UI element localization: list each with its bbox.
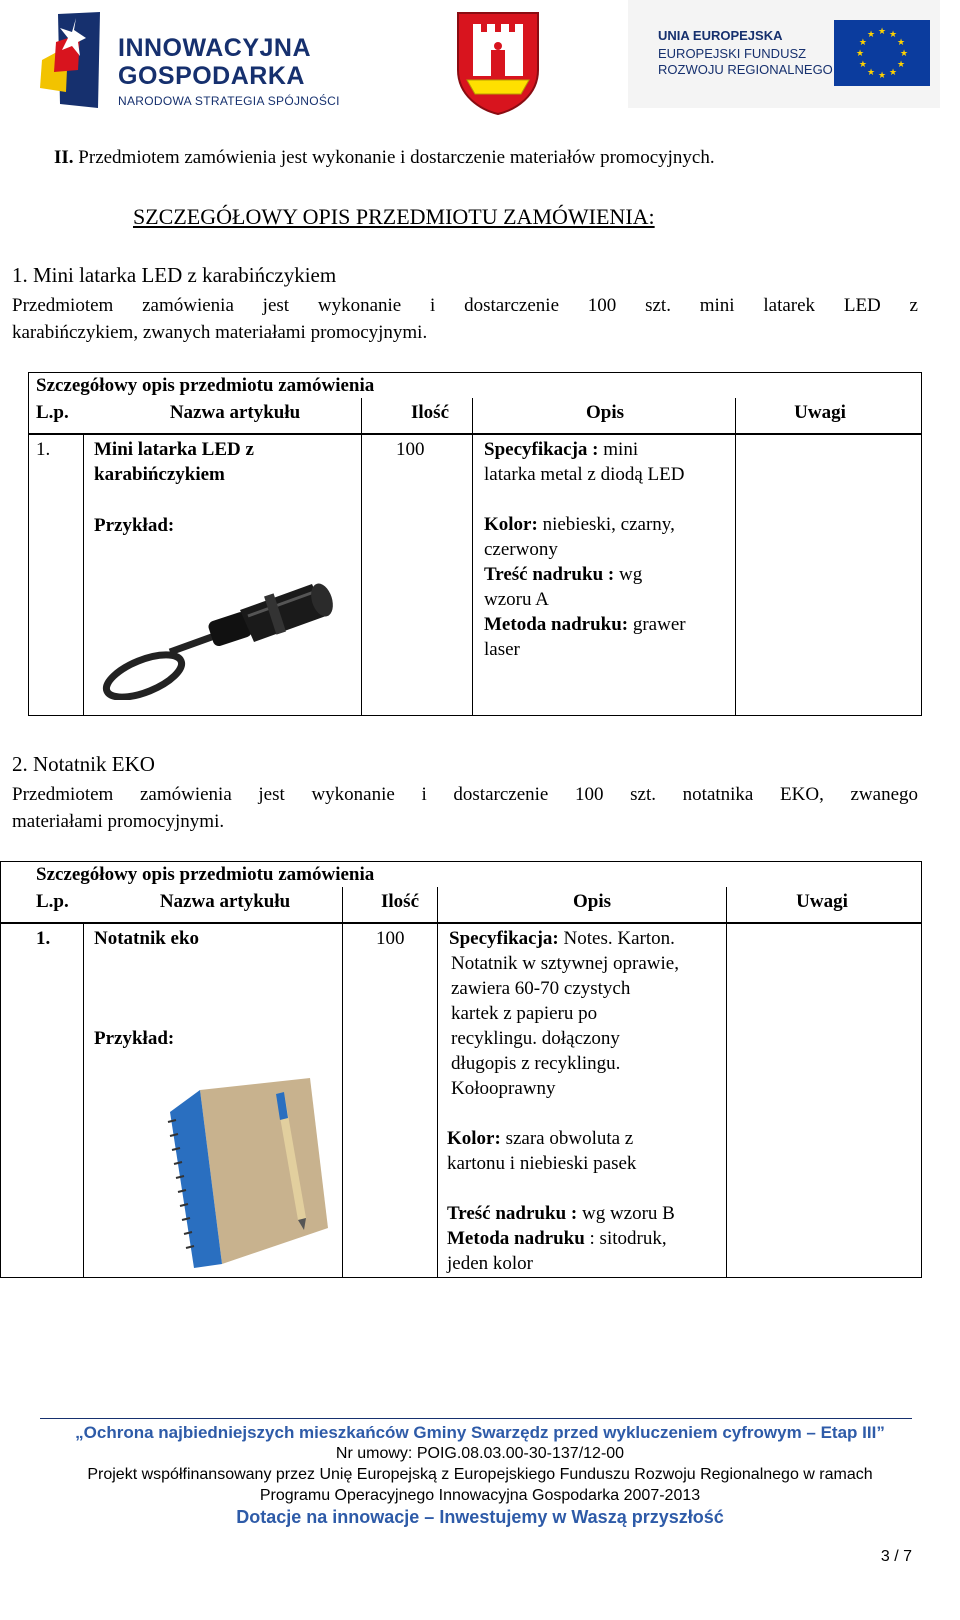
eu-flag-icon bbox=[834, 20, 930, 86]
eco-notebook-image bbox=[160, 1078, 335, 1268]
item1-quantity: 100 bbox=[396, 439, 425, 460]
item2-spec-line bbox=[451, 1001, 597, 1026]
item2-spec-line bbox=[447, 1201, 675, 1226]
footer-contract-number: Nr umowy: POIG.08.03.00-30-137/12-00 bbox=[335, 1445, 625, 1462]
item1-description-line2: karabińczykiem, zwanych materiałami promocyjnymi. bbox=[12, 322, 428, 343]
item2-header-name: Nazwa artykułu bbox=[159, 891, 291, 912]
item2-spec-line bbox=[451, 1026, 620, 1051]
item1-spec-line bbox=[484, 637, 520, 662]
item2-description-line1: Przedmiotem zamówienia jest wykonanie i dostarczenie 100 szt. notatnika EKO, zwanego bbox=[12, 784, 918, 805]
item2-quantity: 100 bbox=[376, 928, 405, 949]
spec-text: wg wzoru B bbox=[577, 1203, 675, 1224]
main-heading: SZCZEGÓŁOWY OPIS PRZEDMIOTU ZAMÓWIENIA: bbox=[133, 204, 655, 229]
eu-star-icon: ★ bbox=[877, 26, 887, 36]
ig-logo-line1: INNOWACYJNA bbox=[118, 34, 312, 62]
item1-description-line1: Przedmiotem zamówienia jest wykonanie i dostarczenie 100 szt. mini latarek LED z bbox=[12, 295, 918, 316]
item1-header-qty: Ilość bbox=[411, 402, 449, 423]
spec-text: laser bbox=[484, 639, 520, 660]
spec-text: szara obwoluta z bbox=[500, 1128, 634, 1149]
intro-line bbox=[54, 145, 715, 171]
spec-text: zawiera 60-70 czystych bbox=[451, 978, 631, 999]
spec-text: Notatnik w sztywnej oprawie, bbox=[451, 953, 679, 974]
spec-text: grawer bbox=[628, 614, 686, 635]
item1-spec-line bbox=[484, 587, 549, 612]
spec-text: Kołooprawny bbox=[451, 1078, 556, 1099]
spec-label: Kolor: bbox=[447, 1128, 501, 1149]
eu-star-icon: ★ bbox=[888, 28, 898, 39]
item2-header-lp: L.p. bbox=[36, 891, 69, 912]
item1-name-line2: karabińczykiem bbox=[94, 464, 225, 485]
item1-table-caption: Szczegółowy opis przedmiotu zamówienia bbox=[36, 375, 375, 396]
item2-header-desc: Opis bbox=[572, 891, 612, 912]
spec-label: Treść nadruku : bbox=[484, 564, 615, 585]
item1-spec-line bbox=[484, 437, 638, 462]
eu-star-icon: ★ bbox=[858, 59, 867, 69]
flashlight-carabiner-image bbox=[100, 572, 345, 700]
footer-project-title: „Ochrona najbiedniejszych mieszkańców Gminy Swarzędz przed wykluczeniem cyfrowym – Etap III” bbox=[75, 1423, 885, 1442]
item2-lp: 1. bbox=[36, 928, 51, 949]
item2-name-line1: Notatnik eko bbox=[94, 928, 200, 949]
item2-description-line2: materiałami promocyjnymi. bbox=[12, 811, 225, 832]
item1-example-label: Przykład: bbox=[94, 515, 175, 536]
item2-spec-line bbox=[451, 976, 630, 1001]
eu-star-icon: ★ bbox=[888, 67, 898, 78]
item2-spec-line bbox=[447, 1226, 667, 1251]
item1-spec-line bbox=[484, 562, 642, 587]
item2-example-label: Przykład: bbox=[94, 1028, 175, 1049]
spec-text: długopis z recyklingu. bbox=[451, 1053, 621, 1074]
ig-logo-line2: GOSPODARKA bbox=[118, 62, 305, 90]
spec-label: Specyfikacja : bbox=[484, 439, 599, 460]
item2-spec-line bbox=[447, 1126, 633, 1151]
spec-text: wzoru A bbox=[484, 589, 549, 610]
section-number: II. bbox=[54, 147, 74, 168]
eu-star-icon: ★ bbox=[897, 59, 906, 69]
spec-text: Notes. Karton. bbox=[558, 928, 675, 949]
eu-logo-line2: EUROPEJSKI FUNDUSZ bbox=[658, 46, 807, 61]
item2-spec-line bbox=[447, 1251, 533, 1276]
spec-label: Specyfikacja: bbox=[449, 928, 559, 949]
item2-spec-line bbox=[447, 1151, 636, 1176]
intro-text: Przedmiotem zamówienia jest wykonanie i dostarczenie materiałów promocyjnych. bbox=[73, 147, 715, 168]
item2-header-qty: Ilość bbox=[381, 891, 419, 912]
spec-text: latarka metal z diodą LED bbox=[484, 464, 685, 485]
spec-label: Treść nadruku : bbox=[447, 1203, 578, 1224]
eu-star-icon: ★ bbox=[899, 48, 909, 58]
page-number: 3 / 7 bbox=[880, 1548, 912, 1565]
item2-title: 2. Notatnik EKO bbox=[12, 752, 155, 776]
spec-text: wg bbox=[614, 564, 643, 585]
spec-label: Metoda nadruku: bbox=[484, 614, 629, 635]
eu-logo-line3: ROZWOJU REGIONALNEGO bbox=[658, 62, 833, 77]
eu-star-icon: ★ bbox=[858, 37, 867, 47]
item1-header-name: Nazwa artykułu bbox=[169, 402, 301, 423]
footer-divider bbox=[40, 1418, 912, 1419]
spec-label: Kolor: bbox=[484, 514, 538, 535]
item1-spec-line bbox=[484, 537, 558, 562]
spec-label: Metoda nadruku bbox=[447, 1228, 585, 1249]
item2-spec-line bbox=[451, 1076, 555, 1101]
eu-star-icon: ★ bbox=[855, 48, 865, 58]
coat-of-arms-icon bbox=[455, 10, 541, 116]
item2-spec-line bbox=[449, 926, 675, 951]
spec-text: jeden kolor bbox=[447, 1253, 534, 1274]
item2-header-notes: Uwagi bbox=[796, 891, 848, 912]
eu-logo-block bbox=[628, 0, 940, 108]
innowacyjna-gospodarka-logo bbox=[38, 12, 358, 112]
swarzedz-coat-of-arms bbox=[455, 10, 541, 116]
spec-text: czerwony bbox=[484, 539, 558, 560]
item1-header-notes: Uwagi bbox=[794, 402, 846, 423]
item2-table-caption: Szczegółowy opis przedmiotu zamówienia bbox=[36, 864, 375, 885]
item1-spec-line bbox=[484, 462, 684, 487]
eu-star-icon: ★ bbox=[897, 37, 906, 47]
ig-logo-line3: NARODOWA STRATEGIA SPÓJNOŚCI bbox=[118, 94, 340, 108]
item2-spec-line bbox=[451, 951, 679, 976]
innowacyjna-gospodarka-mark-icon bbox=[38, 12, 102, 110]
eu-star-icon: ★ bbox=[877, 70, 887, 80]
footer-cofinanced-line2: Programu Operacyjnego Innowacyjna Gospodarka 2007-2013 bbox=[259, 1487, 701, 1504]
spec-text: : sitodruk, bbox=[584, 1228, 667, 1249]
spec-text: kartonu i niebieski pasek bbox=[447, 1153, 637, 1174]
spec-text: mini bbox=[598, 439, 639, 460]
eu-star-icon: ★ bbox=[866, 67, 876, 78]
item1-lp: 1. bbox=[36, 439, 51, 460]
eu-star-icon: ★ bbox=[866, 28, 876, 39]
item1-title: 1. Mini latarka LED z karabińczykiem bbox=[12, 263, 337, 287]
footer-cofinanced-line1: Projekt współfinansowany przez Unię Europejską z Europejskiego Funduszu Rozwoju Regionalnego w ramach bbox=[87, 1466, 873, 1483]
eu-logo-line1: UNIA EUROPEJSKA bbox=[658, 28, 783, 43]
item2-spec-line bbox=[451, 1051, 620, 1076]
spec-text: kartek z papieru po bbox=[451, 1003, 598, 1024]
item1-header-lp: L.p. bbox=[36, 402, 69, 423]
spec-text: niebieski, czarny, bbox=[537, 514, 675, 535]
item1-name-line1: Mini latarka LED z bbox=[94, 439, 254, 460]
item1-header-desc: Opis bbox=[585, 402, 625, 423]
item1-spec-line bbox=[484, 512, 675, 537]
footer-slogan: Dotacje na innowacje – Inwestujemy w Waszą przyszłość bbox=[236, 1507, 724, 1527]
spec-text: recyklingu. dołączony bbox=[451, 1028, 620, 1049]
item1-spec-line bbox=[484, 612, 686, 637]
